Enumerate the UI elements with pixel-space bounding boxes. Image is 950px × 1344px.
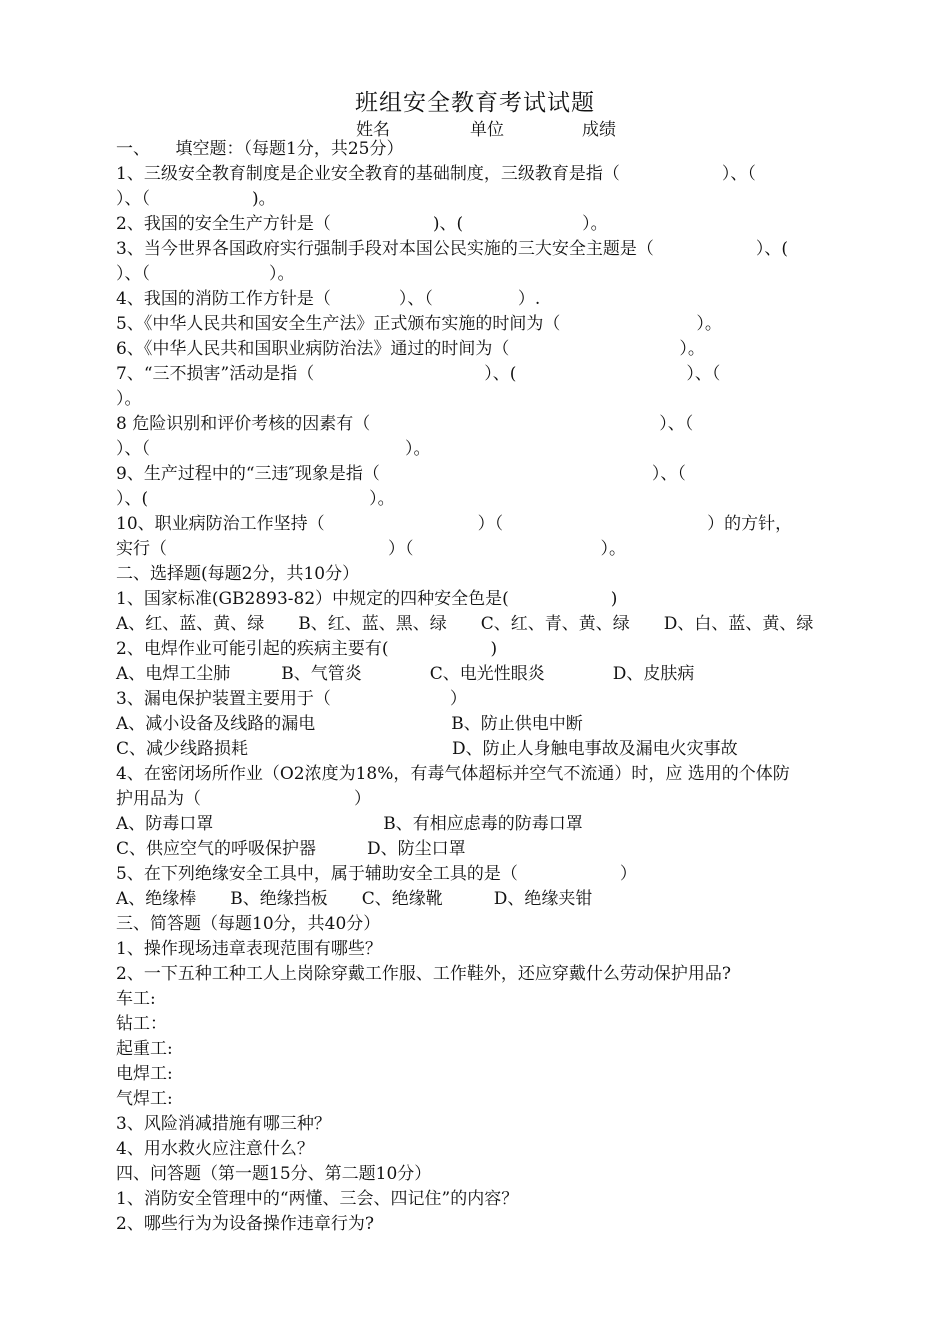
question-line: 7、“三不损害”活动是指（ ）、( ）、（ (116, 364, 721, 384)
section-heading-fill-in: 一、 填空题：（每题1分，共25分） (116, 139, 404, 159)
question-line: ）、( ）。 (116, 489, 395, 509)
options-line: A、绝缘棒 B、绝缘挡板 C、绝缘靴 D、绝缘夹钳 (116, 889, 593, 909)
question-line: 9、生产过程中的“三违″现象是指（ ）、（ (116, 464, 686, 484)
question-line: 护用品为（ ） (116, 789, 371, 809)
options-line: A、减小设备及线路的漏电 B、防止供电中断 (116, 714, 583, 734)
question-line: 6、《中华人民共和国职业病防治法》通过的时间为（ ）。 (116, 339, 705, 359)
question-line: 3、漏电保护装置主要用于（ ） (116, 689, 467, 709)
page-title: 班组安全教育考试试题 (355, 90, 595, 116)
section-heading-choice: 二、选择题(每题2分，共10分） (116, 564, 360, 584)
answer-label: 起重工: (116, 1039, 173, 1059)
answer-label: 钻工： (116, 1014, 167, 1034)
answer-label: 气焊工: (116, 1089, 173, 1109)
question-line: ）。 (116, 389, 142, 409)
question-line: ）、（ )。 (116, 189, 276, 209)
unit-field-label: 单位 (470, 120, 504, 140)
question-line: ）、（ ）。 (116, 264, 295, 284)
answer-label: 车工: (116, 989, 156, 1009)
question-line: 8 危险识别和评价考核的因素有（ ）、（ (116, 414, 694, 434)
options-line: C、减少线路损耗 D、防止人身触电事故及漏电火灾事故 (116, 739, 738, 759)
question-line: 2、一下五种工种工人上岗除穿戴工作服、工作鞋外，还应穿戴什么劳动保护用品? (116, 964, 731, 984)
question-line: 1、国家标准(GB2893-82）中规定的四种安全色是( ) (116, 589, 618, 609)
answer-label: 电焊工: (116, 1064, 173, 1084)
question-line: 2、电焊作业可能引起的疾病主要有( ) (116, 639, 498, 659)
question-line: 2、哪些行为为设备操作违章行为? (116, 1214, 374, 1234)
section-heading-short-answer: 三、简答题（每题10分，共40分） (116, 914, 381, 934)
question-line: 5、《中华人民共和国安全生产法》正式颁布实施的时间为（ ）。 (116, 314, 722, 334)
score-field-label: 成绩 (582, 120, 616, 140)
question-line: 实行（ ）（ ）。 (116, 539, 626, 559)
question-line: 1、三级安全教育制度是企业安全教育的基础制度，三级教育是指（ ）、（ (116, 164, 756, 184)
options-line: A、电焊工尘肺 B、气管炎 C、电光性眼炎 D、皮肤病 (116, 664, 695, 684)
question-line: 10、职业病防治工作坚持（ ）（ ）的方针， (116, 514, 793, 534)
question-line: 1、消防安全管理中的“两懂、三会、四记住”的内容？ (116, 1189, 519, 1209)
name-field-label: 姓名 (356, 120, 390, 140)
section-heading-essay: 四、问答题（第一题15分、第二题10分） (116, 1164, 432, 1184)
question-line: ）、（ ）。 (116, 439, 431, 459)
options-line: C、供应空气的呼吸保护器 D、防尘口罩 (116, 839, 466, 859)
question-line: 2、我国的安全生产方针是（ )、( ）。 (116, 214, 608, 234)
options-line: A、防毒口罩 B、有相应虑毒的防毒口罩 (116, 814, 583, 834)
question-line: 3、当今世界各国政府实行强制手段对本国公民实施的三大安全主题是（ ）、( (116, 239, 788, 259)
question-line: 4、在密闭场所作业（O2浓度为18%，有毒气体超标并空气不流通）时，应 选用的个体防 (116, 764, 790, 784)
question-line: 1、操作现场违章表现范围有哪些？ (116, 939, 382, 959)
question-line: 3、风险消减措施有哪三种？ (116, 1114, 331, 1134)
question-line: 5、在下列绝缘安全工具中，属于辅助安全工具的是（ ） (116, 864, 637, 884)
question-line: 4、我国的消防工作方针是（ ）、（ ）. (116, 289, 541, 309)
options-line: A、红、蓝、黄、绿 B、红、蓝、黑、绿 C、红、青、黄、绿 D、白、蓝、黄、绿 (116, 614, 814, 634)
question-line: 4、用水救火应注意什么？ (116, 1139, 314, 1159)
